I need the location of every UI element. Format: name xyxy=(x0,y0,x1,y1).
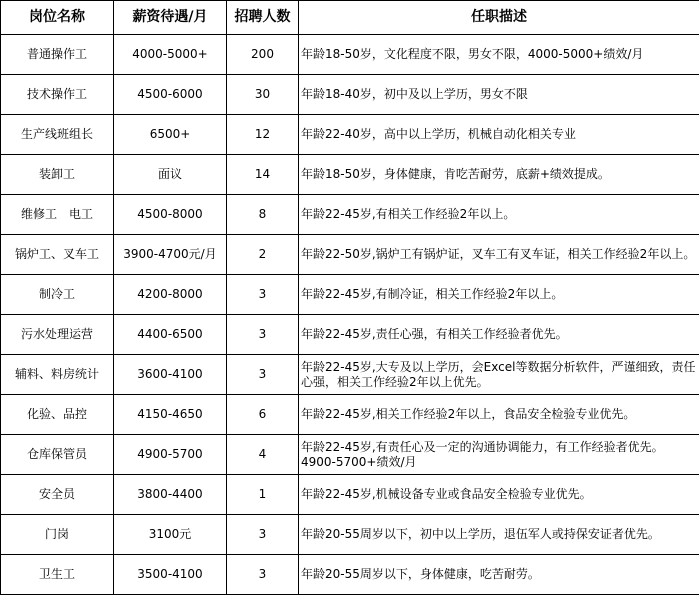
description-cell: 年龄22-45岁,大专及以上学历，会Excel等数据分析软件，严谨细致，责任心强，相关工作经验2年以上优先。 xyxy=(299,355,699,395)
header-salary: 薪资待遇/月 xyxy=(114,1,227,35)
count-cell: 200 xyxy=(227,35,299,75)
table-row xyxy=(1,75,699,115)
count-cell: 4 xyxy=(227,435,299,475)
position-cell: 化验、品控 xyxy=(1,395,114,435)
table-row xyxy=(1,155,699,195)
table-row xyxy=(1,35,699,75)
description-cell: 年龄22-45岁,有责任心及一定的沟通协调能力，有工作经验者优先。4900-5700+绩效/月 xyxy=(299,435,699,475)
position-cell: 辅料、料房统计 xyxy=(1,355,114,395)
position-cell: 门岗 xyxy=(1,515,114,555)
description-cell: 年龄18-50岁，文化程度不限，男女不限，4000-5000+绩效/月 xyxy=(299,35,699,75)
description-cell: 年龄22-50岁,锅炉工有锅炉证，叉车工有叉车证，相关工作经验2年以上。 xyxy=(299,235,699,275)
description-cell: 年龄18-40岁，初中及以上学历，男女不限 xyxy=(299,75,699,115)
position-cell: 制冷工 xyxy=(1,275,114,315)
count-cell: 3 xyxy=(227,555,299,595)
salary-cell: 面议 xyxy=(114,155,227,195)
position-cell: 普通操作工 xyxy=(1,35,114,75)
table-row xyxy=(1,395,699,435)
header-row xyxy=(1,1,699,35)
salary-cell: 3100元 xyxy=(114,515,227,555)
table-row xyxy=(1,355,699,395)
salary-cell: 4500-6000 xyxy=(114,75,227,115)
position-cell: 装卸工 xyxy=(1,155,114,195)
header-count: 招聘人数 xyxy=(227,1,299,35)
salary-cell: 3500-4100 xyxy=(114,555,227,595)
position-cell: 锅炉工、叉车工 xyxy=(1,235,114,275)
table-row xyxy=(1,235,699,275)
position-cell: 生产线班组长 xyxy=(1,115,114,155)
salary-cell: 3800-4400 xyxy=(114,475,227,515)
count-cell: 12 xyxy=(227,115,299,155)
salary-cell: 4150-4650 xyxy=(114,395,227,435)
salary-cell: 4500-8000 xyxy=(114,195,227,235)
table-row xyxy=(1,435,699,475)
position-cell: 安全员 xyxy=(1,475,114,515)
count-cell: 3 xyxy=(227,275,299,315)
header-position: 岗位名称 xyxy=(1,1,114,35)
table-row xyxy=(1,555,699,595)
count-cell: 2 xyxy=(227,235,299,275)
table-row xyxy=(1,115,699,155)
description-cell: 年龄22-45岁,相关工作经验2年以上，食品安全检验专业优先。 xyxy=(299,395,699,435)
header-description: 任职描述 xyxy=(299,1,699,35)
salary-cell: 4400-6500 xyxy=(114,315,227,355)
position-cell: 卫生工 xyxy=(1,555,114,595)
description-cell: 年龄22-45岁,有相关工作经验2年以上。 xyxy=(299,195,699,235)
position-cell: 仓库保管员 xyxy=(1,435,114,475)
position-cell: 污水处理运营 xyxy=(1,315,114,355)
description-cell: 年龄20-55周岁以下，初中以上学历，退伍军人或持保安证者优先。 xyxy=(299,515,699,555)
salary-cell: 4900-5700 xyxy=(114,435,227,475)
salary-cell: 3900-4700元/月 xyxy=(114,235,227,275)
table-row xyxy=(1,195,699,235)
salary-cell: 4000-5000+ xyxy=(114,35,227,75)
table-row xyxy=(1,315,699,355)
salary-cell: 3600-4100 xyxy=(114,355,227,395)
count-cell: 3 xyxy=(227,355,299,395)
table-row xyxy=(1,515,699,555)
description-cell: 年龄18-50岁，身体健康，肯吃苦耐劳，底薪+绩效提成。 xyxy=(299,155,699,195)
description-cell: 年龄22-45岁,机械设备专业或食品安全检验专业优先。 xyxy=(299,475,699,515)
count-cell: 8 xyxy=(227,195,299,235)
count-cell: 14 xyxy=(227,155,299,195)
table-row xyxy=(1,475,699,515)
description-cell: 年龄20-55周岁以下，身体健康，吃苦耐劳。 xyxy=(299,555,699,595)
salary-cell: 4200-8000 xyxy=(114,275,227,315)
count-cell: 3 xyxy=(227,315,299,355)
position-cell: 维修工 电工 xyxy=(1,195,114,235)
count-cell: 1 xyxy=(227,475,299,515)
description-cell: 年龄22-45岁,责任心强，有相关工作经验者优先。 xyxy=(299,315,699,355)
table-row xyxy=(1,275,699,315)
description-cell: 年龄22-45岁,有制冷证，相关工作经验2年以上。 xyxy=(299,275,699,315)
count-cell: 6 xyxy=(227,395,299,435)
count-cell: 30 xyxy=(227,75,299,115)
salary-cell: 6500+ xyxy=(114,115,227,155)
count-cell: 3 xyxy=(227,515,299,555)
description-cell: 年龄22-40岁，高中以上学历，机械自动化相关专业 xyxy=(299,115,699,155)
position-cell: 技术操作工 xyxy=(1,75,114,115)
